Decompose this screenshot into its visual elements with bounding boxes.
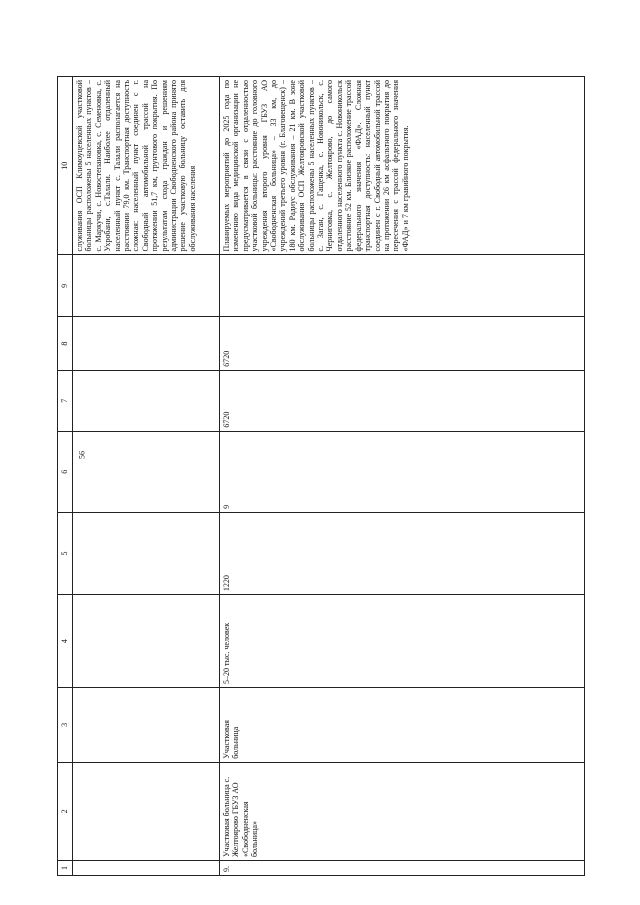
header-col-3: 3: [58, 688, 73, 763]
cell-justification: Планируемых мероприятий до 2025 года по изменению вида медицинской организации не предусматривается в связи с отдаленностью участковой больницы: расстояние до головного учреждения второго уровня ГБУЗ АО «Свободненская больница» – 33 км, до учреждений третьего уровня (г. Благовещенск) – 180 км. Радиус обслуживания – 21 км. В зоне обслуживания ОСП Желтояровской участковой больницы расположены 5 населенных пунктов – с. Заган, с. Гащенка, с. Новоникольск, с. Черниговка, с. Желтоярово, до самого отдаленного населенного пункта с. Новоникольск расстояние 52 км. Близкое расположение трассой федерального значения «ФАД». Сложная транспортная доступность: населенный пункт соединен с г. Свободный автомобильной трассой на протяжении 26 км асфальтного покрытия до пересечения с трассой федерального значения «ФАД» и 7 км гравийного покрытия.: [220, 77, 585, 255]
cell-col-9: [220, 255, 585, 317]
header-col-9: 9: [58, 255, 73, 317]
cell-empty: [73, 688, 220, 763]
cell-facility-type: Участковая больница: [220, 688, 585, 763]
cell-population: 5–20 тыс. человек: [220, 595, 585, 688]
table-row: [220, 77, 585, 876]
cell-facility-name: Участковая больница с. Желтоярово ГБУЗ АО «Свободненская больница»: [220, 762, 585, 860]
header-col-5: 5: [58, 512, 73, 594]
header-col-1: 1: [58, 861, 73, 876]
cell-col-8: 6720: [220, 317, 585, 370]
table-row-continuation: [73, 77, 220, 876]
table-wrapper: [57, 76, 584, 876]
header-col-10: 10: [58, 77, 73, 255]
cell-empty: [73, 370, 220, 431]
facilities-table: [57, 76, 585, 876]
cell-empty: [73, 255, 220, 317]
header-col-4: 4: [58, 595, 73, 688]
cell-empty: [73, 595, 220, 688]
cell-col-6: 9: [220, 431, 585, 512]
cell-empty: [73, 762, 220, 860]
header-col-8: 8: [58, 317, 73, 370]
cell-row-number: 9.: [220, 861, 585, 876]
header-col-7: 7: [58, 370, 73, 431]
cell-justification-continued: служивания ОСП Климоуцевской участковой больницы расположены 5 населенных пунктов – с. Маркучи, с. Новостепановка, с. Семеновка, с. Ухробани, с.Талали. Наиболее отдаленный населенный пункт с. Талали располагается на расстоянии 79,0 км. Транспортная доступность сложная: населенный пункт соединен с г. Свободный автомобильной трассой на протяжении 51,7 км, грунтового покрытия. По результатам схода граждан и решениям администрации Свободненского района принято решение участковую больницу оставить для обслуживания населения: [73, 77, 220, 255]
cell-col-7: 6720: [220, 370, 585, 431]
page-number: 56: [77, 451, 87, 459]
cell-col-5: 1220: [220, 512, 585, 594]
header-col-2: 2: [58, 762, 73, 860]
cell-empty: [73, 861, 220, 876]
header-row: [58, 77, 73, 876]
cell-empty: [73, 512, 220, 594]
cell-empty: [73, 317, 220, 370]
header-col-6: 6: [58, 431, 73, 512]
rotated-table-area: [57, 76, 640, 872]
cell-empty: [73, 431, 220, 512]
